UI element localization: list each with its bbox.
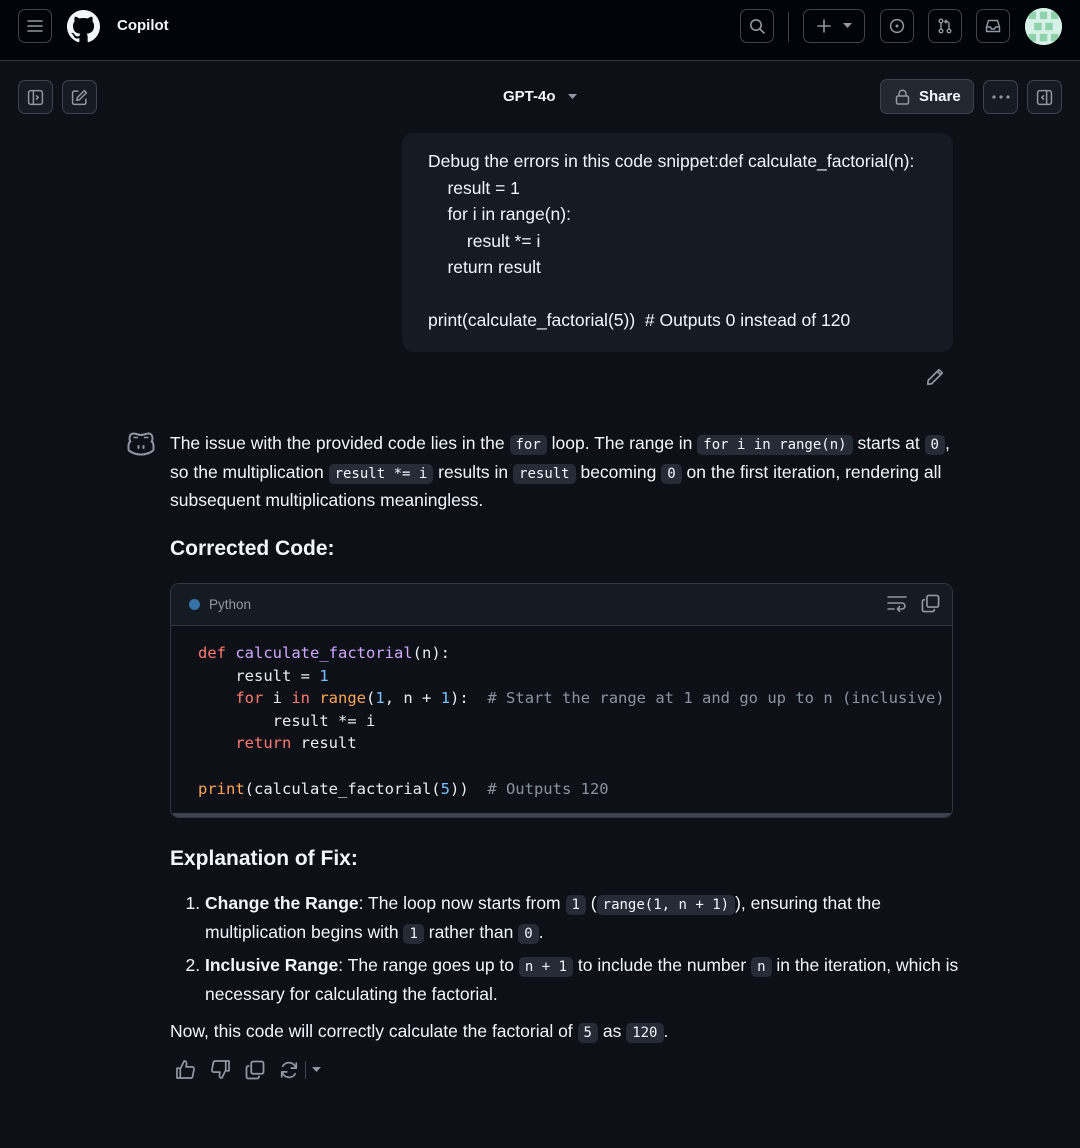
edit-message-button[interactable] [926,368,944,386]
list-item: 1. Change the Range: The loop now starts from 1 ( range(1, n + 1) ), ensuring that the multiplication begins with 1 rather than 0 . [205,890,960,947]
caret-down-icon [843,23,852,29]
lock-icon [895,89,910,105]
issue-opened-icon [889,18,905,34]
answer-conclusion: Now, this code will correctly calculate the factorial of 5 as 120 . [170,1021,669,1041]
copy-code-button[interactable] [921,594,940,613]
actions-divider [305,1061,306,1079]
kebab-horizontal-icon [992,95,1010,99]
heading-explanation: Explanation of Fix: [170,847,358,870]
inline-code: for i in range(n) [697,435,852,455]
inline-code: 120 [626,1023,663,1043]
inline-code: 1 [566,895,586,915]
code-block-header [171,584,952,626]
inline-code: 1 [403,924,423,944]
copy-icon [245,1060,265,1080]
compose-icon [71,89,88,106]
code-language: Python [209,597,252,612]
toggle-panel-button[interactable] [1027,80,1062,114]
horizontal-scrollbar[interactable] [171,813,952,817]
plus-icon [817,19,831,33]
message-actions [175,1059,321,1080]
create-new-button[interactable] [803,9,865,43]
header-divider [788,12,789,42]
inline-code: 0 [661,464,681,484]
inline-code: n + 1 [519,957,573,977]
caret-down-icon [568,94,577,100]
fix-list [170,890,960,1012]
issues-button[interactable] [880,9,914,43]
model-name: GPT-4o [503,88,556,105]
list-item: 2. Inclusive Range: The range goes up to n + 1 to include the number n in the iteration, which is necessary for calculating the factorial. [205,952,960,1007]
answer-intro: The issue with the provided code lies in the for loop. The range in for i in range(n) starts at 0 , so the multiplication result *= i results in result becoming 0 on the first iteration, rendering all subsequent multiplications meaningless. [170,433,950,510]
inline-code: for [510,435,547,455]
inline-code: 5 [578,1023,598,1043]
code-content: def calculate_factorial(n): result = 1 for i in range(1, n + 1): # Start the range at 1 and go up to n (inclusive) result *= i return result print(calculate_factorial(5)) # Outputs 120 [198,644,945,798]
thumbs-up-button[interactable] [175,1059,196,1080]
inline-code: n [751,957,771,977]
sync-icon [279,1060,299,1080]
copy-message-button[interactable] [245,1060,265,1080]
sidebar-collapse-icon [1036,89,1053,106]
avatar[interactable] [1025,8,1062,45]
model-picker[interactable] [503,88,577,105]
inbox-button[interactable] [976,9,1010,43]
search-icon [749,18,765,34]
app-header [0,0,1080,61]
inline-code: range(1, n + 1) [597,895,735,915]
word-wrap-icon [887,594,907,612]
inline-code: 0 [518,924,538,944]
code-block [170,583,953,818]
pull-requests-button[interactable] [928,9,962,43]
pencil-icon [926,368,944,386]
copilot-icon [127,432,155,456]
new-chat-button[interactable] [62,80,97,114]
heading-corrected-code: Corrected Code: [170,537,335,560]
inline-code: result [513,464,576,484]
wrap-lines-button[interactable] [887,594,907,613]
more-options-button[interactable] [983,80,1018,114]
language-color-dot [189,599,200,610]
user-message: Debug the errors in this code snippet:def calculate_factorial(n): result = 1 for i in range(n): result *= i return result print(calculate_factorial(5)) # Outputs 0 instead of 120 [402,133,953,352]
inline-code: result *= i [329,464,434,484]
git-pull-request-icon [937,18,953,34]
share-button[interactable] [880,79,974,114]
inbox-icon [985,18,1001,34]
regenerate-button[interactable] [279,1060,321,1080]
copy-icon [921,594,940,613]
thumbs-down-button[interactable] [210,1059,231,1080]
sidebar-expand-icon [27,89,44,106]
inline-code: 0 [925,435,945,455]
toggle-sidebar-button[interactable] [18,80,53,114]
app-title[interactable]: Copilot [117,17,169,34]
caret-down-icon [312,1067,321,1073]
menu-button[interactable] [18,9,52,43]
thumbs-up-icon [175,1059,196,1080]
thumbs-down-icon [210,1059,231,1080]
github-logo-icon[interactable] [67,10,100,43]
hamburger-icon [27,18,43,34]
share-label: Share [919,88,961,105]
search-button[interactable] [740,9,774,43]
